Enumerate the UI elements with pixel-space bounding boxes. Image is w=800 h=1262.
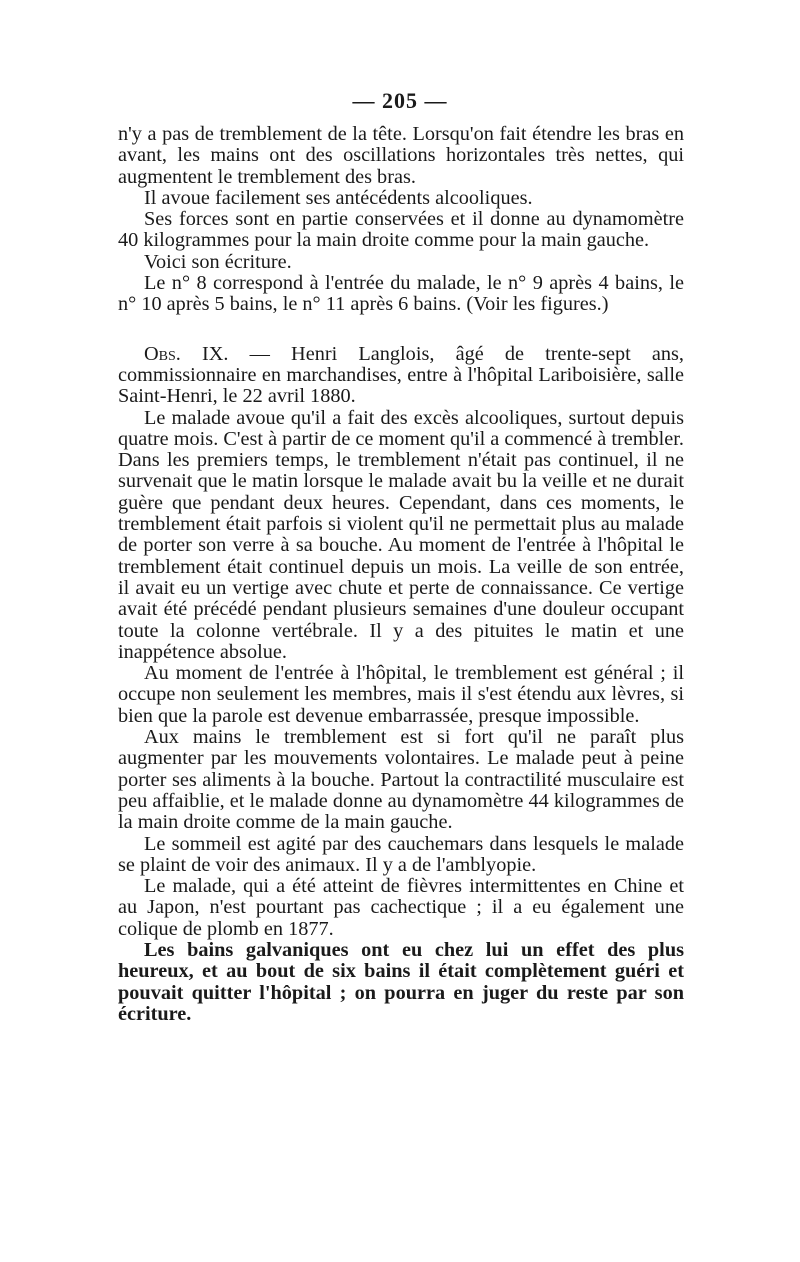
paragraph: Les bains galvaniques ont eu chez lui un effet des plus heureux, et au bout de six bains il était complètement guéri et pouvait quitter l'hôpital ; on pourra en juger du reste par son écriture.: [118, 938, 684, 1025]
paragraph: Il avoue facilement ses antécédents alcooliques.: [144, 186, 533, 209]
paragraph: n'y a pas de tremblement de la tête. Lorsqu'on fait étendre les bras en avant, les mains ont des oscillations horizontales très nettes, qui augmentent le tremblement des bras.: [118, 123, 684, 188]
paragraph: Voici son écriture.: [144, 250, 292, 273]
paragraph: Le malade avoue qu'il a fait des excès alcooliques, surtout depuis quatre mois. C'est à partir de ce moment qu'il a commencé à trembler. Dans les premiers temps, le tremblement n'était pas continuel, il ne survenait que le matin lorsque le malade avait bu la veille et ne durait guère que pendant deux heures. Cependant, dans ces moments, le tremblement était parfois si violent qu'il ne permettait plus au malade de porter son verre à sa bouche. Au moment de l'entrée à l'hôpital le tremblement était continuel depuis un mois. La veille de son entrée, il avait eu un vertige avec chute et perte de connaissance. Ce vertige avait été précédé pendant plusieurs semaines d'une douleur occupant toute la colonne vertébrale. Il y a des pituites le matin et une inappétence absolue.: [118, 406, 684, 663]
observation-paragraph: [118, 344, 684, 408]
page-number: — 205 —: [352, 88, 448, 113]
body-text: [118, 124, 684, 1025]
observation-label: Obs. IX.: [144, 342, 229, 365]
paragraph: Le malade, qui a été atteint de fièvres intermittentes en Chine et au Japon, n'est pourtant pas cachectique ; il a eu également une colique de plomb en 1877.: [118, 875, 684, 940]
paragraph: Ses forces sont en partie conservées et il donne au dynamomètre 40 kilogrammes pour la main droite comme pour la main gauche.: [118, 208, 684, 252]
paragraph: Au moment de l'entrée à l'hôpital, le tremblement est général ; il occupe non seulement les membres, mais il s'est étendu aux lèvres, si bien que la parole est devenue embarrassée, presque impossible.: [118, 662, 684, 727]
paragraph: Le n° 8 correspond à l'entrée du malade, le n° 9 après 4 bains, le n° 10 après 5 bains, le n° 11 après 6 bains. (Voir les figures.): [118, 272, 684, 316]
paragraph: Le sommeil est agité par des cauchemars dans lesquels le malade se plaint de voir des animaux. Il y a de l'amblyopie.: [118, 832, 684, 876]
paragraph: Aux mains le tremblement est si fort qu'il ne paraît plus augmenter par les mouvements volontaires. Le malade peut à peine porter ses aliments à la bouche. Partout la contractilité musculaire est peu affaiblie, et le malade donne au dynamomètre 44 kilogrammes de la main droite comme de la main gauche.: [118, 726, 684, 834]
observation-text: — Henri Langlois, âgé de trente-sept ans, commissionnaire en marchandises, entre à l'hôpital Lariboisière, salle Saint-Henri, le 22 avril 1880.: [118, 342, 684, 408]
